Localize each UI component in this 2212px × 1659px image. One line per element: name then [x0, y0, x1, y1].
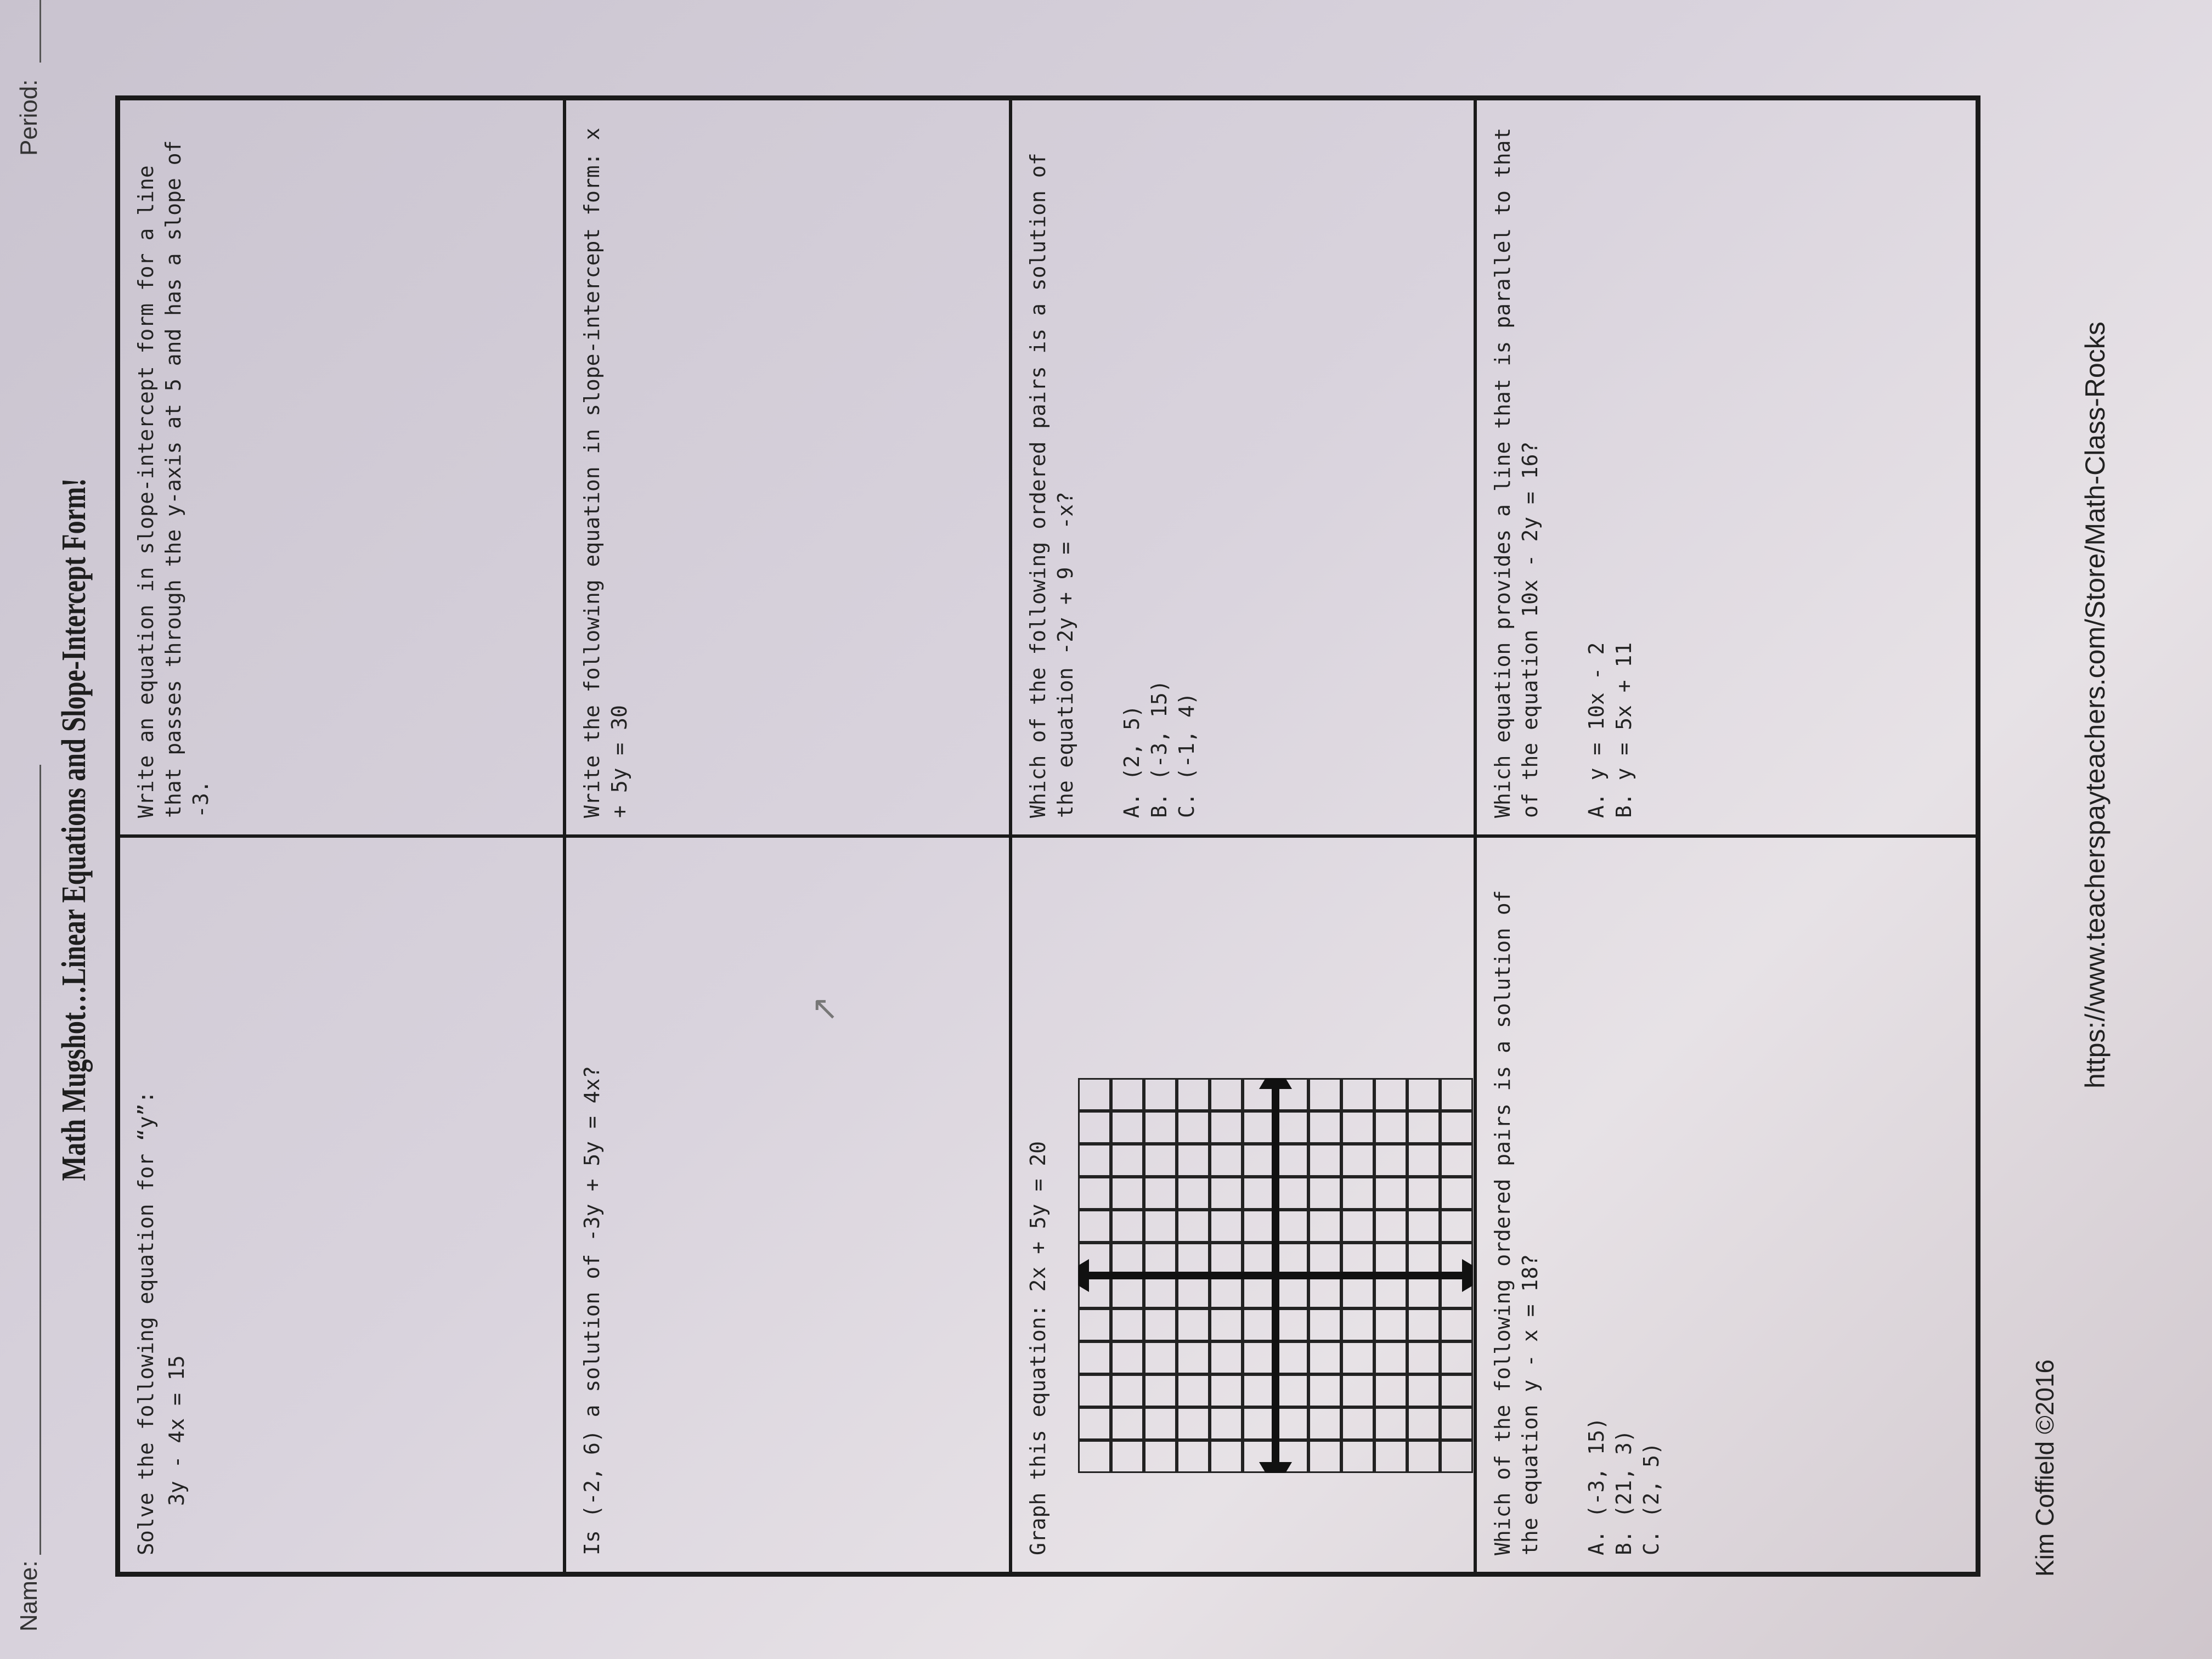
problem-8-text: Which equation provides a line that is parallel to that of the equation 10x - 2y = 16?	[1491, 127, 1543, 818]
store-url[interactable]: https://www.teacherspayteachers.com/Store/Math-Class-Rocks	[2080, 321, 2111, 1088]
problem-5-text: Graph this equation: 2x + 5y = 20	[1026, 1141, 1051, 1555]
author-credit: Kim Coffield ©2016	[2030, 1359, 2059, 1577]
problem-7-options	[1583, 854, 1665, 1555]
problem-grid	[115, 95, 1980, 1577]
option-a[interactable]: A. y = 10x - 2	[1584, 642, 1609, 818]
option-b[interactable]: B. (-3, 15)	[1147, 680, 1171, 818]
option-c[interactable]: C. (2, 5)	[1639, 1442, 1663, 1555]
problem-cell-5	[1011, 836, 1475, 1573]
problem-2-text: Write an equation in slope-intercept form for a line that passes through the y-axis at 5 and has a slope of -3.	[134, 140, 213, 818]
pencil-mark: ↗	[805, 995, 843, 1023]
problem-cell-7	[1475, 836, 1977, 1573]
problem-3-text: Is (-2, 6) a solution of -3y + 5y = 4x?	[580, 1065, 605, 1555]
period-field-line[interactable]	[40, 0, 41, 63]
problem-cell-1	[119, 836, 565, 1573]
problem-7-text: Which of the following ordered pairs is a solution of the equation y - x = 18?	[1491, 890, 1543, 1555]
coordinate-plane[interactable]	[1078, 1078, 1473, 1473]
problem-cell-6	[1011, 99, 1475, 836]
name-label: Name:	[15, 1560, 42, 1632]
option-c[interactable]: C. (-1, 4)	[1174, 692, 1199, 818]
problem-cell-8	[1475, 99, 1977, 836]
problem-cell-3	[565, 836, 1011, 1573]
problem-cell-4	[565, 99, 1011, 836]
problem-4-text: Write the following equation in slope-intercept form: x + 5y = 30	[580, 127, 632, 818]
problem-1-equation: 3y - 4x = 15	[165, 1355, 189, 1506]
name-period-header	[11, 24, 49, 1637]
option-a[interactable]: A. (2, 5)	[1119, 705, 1144, 818]
option-b[interactable]: B. (21, 3)	[1611, 1430, 1636, 1555]
problem-6-text: Which of the following ordered pairs is a solution of the equation -2y + 9 = -x?	[1026, 153, 1078, 818]
problem-8-options	[1583, 117, 1638, 818]
problem-6-options	[1118, 117, 1200, 818]
period-label: Period:	[15, 79, 42, 156]
name-field-line[interactable]	[40, 765, 41, 1555]
option-a[interactable]: A. (-3, 15)	[1584, 1417, 1609, 1555]
worksheet-title: Math Mugshot…Linear Equations and Slope-Intercept Form!	[55, 478, 93, 1181]
problem-cell-2	[119, 99, 565, 836]
option-b[interactable]: B. y = 5x + 11	[1611, 642, 1636, 818]
problem-1-text: Solve the following equation for “y”:	[134, 1091, 158, 1555]
